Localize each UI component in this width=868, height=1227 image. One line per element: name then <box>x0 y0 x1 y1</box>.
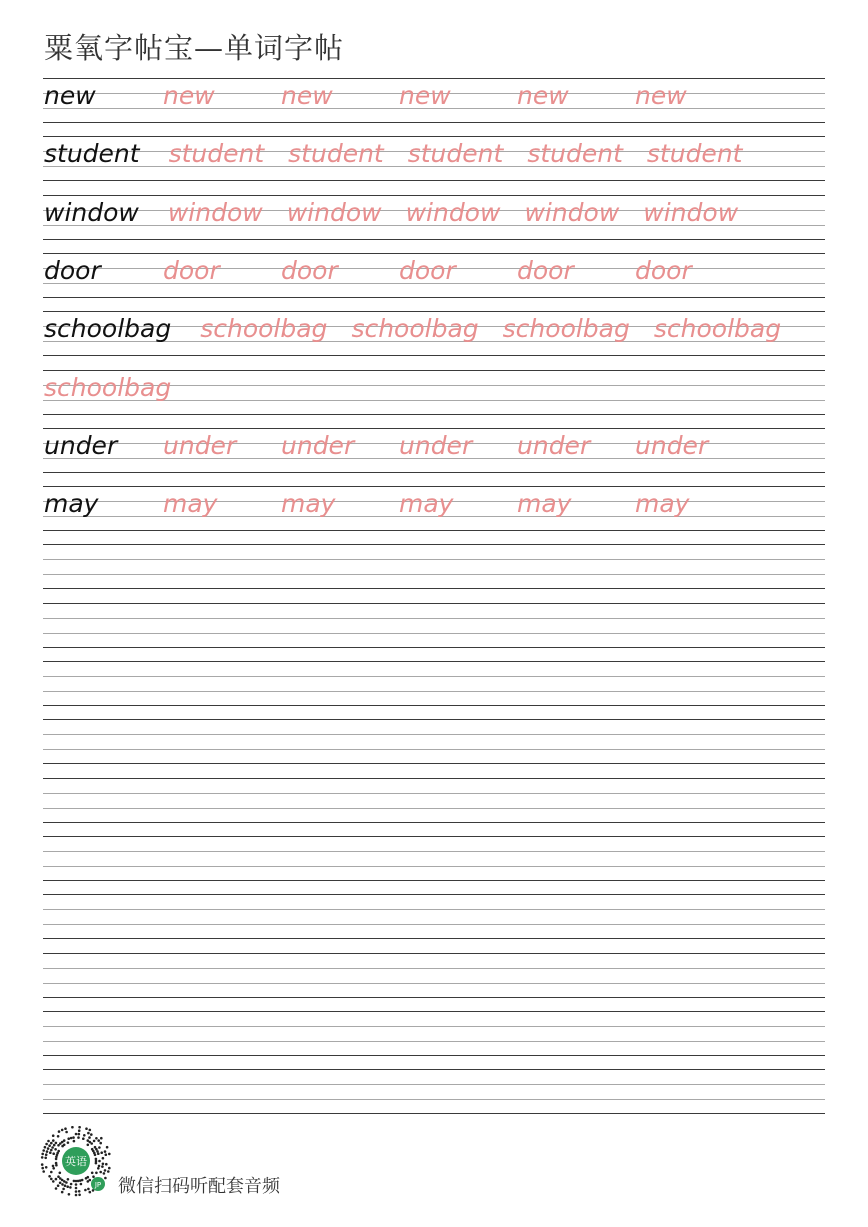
guide-line <box>43 574 825 575</box>
guide-line <box>43 778 825 779</box>
trace-word: door <box>399 255 456 285</box>
practice-band <box>43 953 825 997</box>
guide-line <box>43 78 825 79</box>
trace-word: may <box>399 489 454 519</box>
guide-line <box>43 559 825 560</box>
practice-word: student <box>44 139 140 169</box>
practice-band <box>43 661 825 705</box>
guide-line <box>43 195 825 196</box>
trace-word: new <box>517 81 569 110</box>
guide-line <box>43 603 825 604</box>
footer-instruction: 微信扫码听配套音频 <box>118 1176 280 1197</box>
trace-word: student <box>168 139 265 169</box>
trace-word: under <box>517 430 591 460</box>
footer <box>40 1126 340 1201</box>
practice-band <box>43 778 825 822</box>
trace-word: may <box>517 489 572 519</box>
trace-word: schoolbag <box>351 314 479 344</box>
guide-line <box>43 253 825 254</box>
trace-word: window <box>286 197 382 227</box>
practice-word: may <box>44 489 99 519</box>
practice-band <box>43 836 825 880</box>
practice-band <box>43 195 825 239</box>
guide-line <box>43 180 825 181</box>
guide-line <box>43 1041 825 1042</box>
guide-line <box>43 530 825 531</box>
trace-word: schoolbag <box>502 314 630 344</box>
guide-line <box>43 1011 825 1012</box>
guide-line <box>43 705 825 706</box>
guide-line <box>43 544 825 545</box>
guide-line <box>43 486 825 487</box>
trace-word: schoolbag <box>44 372 172 402</box>
trace-word: may <box>281 489 336 519</box>
trace-word: window <box>524 197 620 227</box>
practice-band <box>43 78 825 122</box>
trace-word: window <box>405 197 501 227</box>
practice-band <box>43 894 825 938</box>
guide-line <box>43 428 825 429</box>
practice-band <box>43 253 825 297</box>
trace-word: under <box>163 430 237 460</box>
guide-line <box>43 297 825 298</box>
trace-word: new <box>635 81 687 110</box>
trace-word: schoolbag <box>653 314 782 344</box>
trace-word: new <box>163 81 215 110</box>
page-title: 粟氧字帖宝—单词字帖 <box>44 31 345 65</box>
guide-line <box>43 983 825 984</box>
trace-word: door <box>281 255 338 285</box>
guide-line <box>43 997 825 998</box>
trace-word: door <box>635 255 692 285</box>
trace-word: window <box>167 197 263 227</box>
trace-word: window <box>643 197 739 227</box>
guide-line <box>43 691 825 692</box>
guide-line <box>43 924 825 925</box>
guide-line <box>43 793 825 794</box>
qr-small-badge-label: JP <box>94 1181 102 1189</box>
guide-line <box>43 370 825 371</box>
trace-word: may <box>163 489 218 519</box>
qr-badge-label: 英语 <box>65 1155 87 1168</box>
trace-word: new <box>281 81 333 110</box>
guide-line <box>43 661 825 662</box>
guide-line <box>43 122 825 123</box>
guide-line <box>43 676 825 677</box>
trace-word: door <box>163 255 220 285</box>
guide-line <box>43 1069 825 1070</box>
practice-band <box>43 370 825 414</box>
practice-band <box>43 311 825 355</box>
guide-line <box>43 851 825 852</box>
trace-word: under <box>399 430 473 460</box>
guide-line <box>43 311 825 312</box>
practice-band <box>43 486 825 530</box>
guide-line <box>43 136 825 137</box>
guide-line <box>43 618 825 619</box>
guide-line <box>43 749 825 750</box>
practice-word: door <box>44 255 101 285</box>
guide-line <box>43 355 825 356</box>
guide-line <box>43 880 825 881</box>
practice-band <box>43 544 825 588</box>
trace-word: student <box>288 139 384 169</box>
trace-word: schoolbag <box>200 314 328 344</box>
guide-line <box>43 734 825 735</box>
guide-line <box>43 968 825 969</box>
trace-word: may <box>635 489 690 519</box>
guide-line <box>43 239 825 240</box>
guide-line <box>43 894 825 895</box>
guide-line <box>43 953 825 954</box>
practice-band <box>43 719 825 763</box>
qr-code-icon[interactable] <box>40 1126 112 1198</box>
practice-band <box>43 428 825 472</box>
practice-band <box>43 1069 825 1113</box>
guide-line <box>43 1113 825 1114</box>
guide-line <box>43 414 825 415</box>
practice-word: schoolbag <box>44 314 172 344</box>
trace-word: student <box>527 139 623 169</box>
guide-line <box>43 808 825 809</box>
guide-line <box>43 866 825 867</box>
guide-line <box>43 1026 825 1027</box>
trace-word: student <box>407 139 504 169</box>
practice-band <box>43 136 825 180</box>
trace-word: student <box>646 139 743 169</box>
practice-word: window <box>44 197 139 227</box>
practice-band <box>43 1011 825 1055</box>
practice-word: new <box>44 81 96 110</box>
guide-line <box>43 633 825 634</box>
guide-line <box>43 647 825 648</box>
guide-line <box>43 588 825 589</box>
practice-word: under <box>44 430 118 460</box>
trace-word: under <box>281 430 355 460</box>
guide-line <box>43 1055 825 1056</box>
guide-line <box>43 822 825 823</box>
guide-line <box>43 909 825 910</box>
trace-word: door <box>517 255 574 285</box>
guide-line <box>43 938 825 939</box>
guide-line <box>43 763 825 764</box>
trace-word: under <box>635 430 709 460</box>
guide-line <box>43 719 825 720</box>
practice-band <box>43 603 825 647</box>
guide-line <box>43 472 825 473</box>
guide-line <box>43 836 825 837</box>
trace-word: new <box>399 81 451 110</box>
guide-line <box>43 1099 825 1100</box>
guide-line <box>43 1084 825 1085</box>
